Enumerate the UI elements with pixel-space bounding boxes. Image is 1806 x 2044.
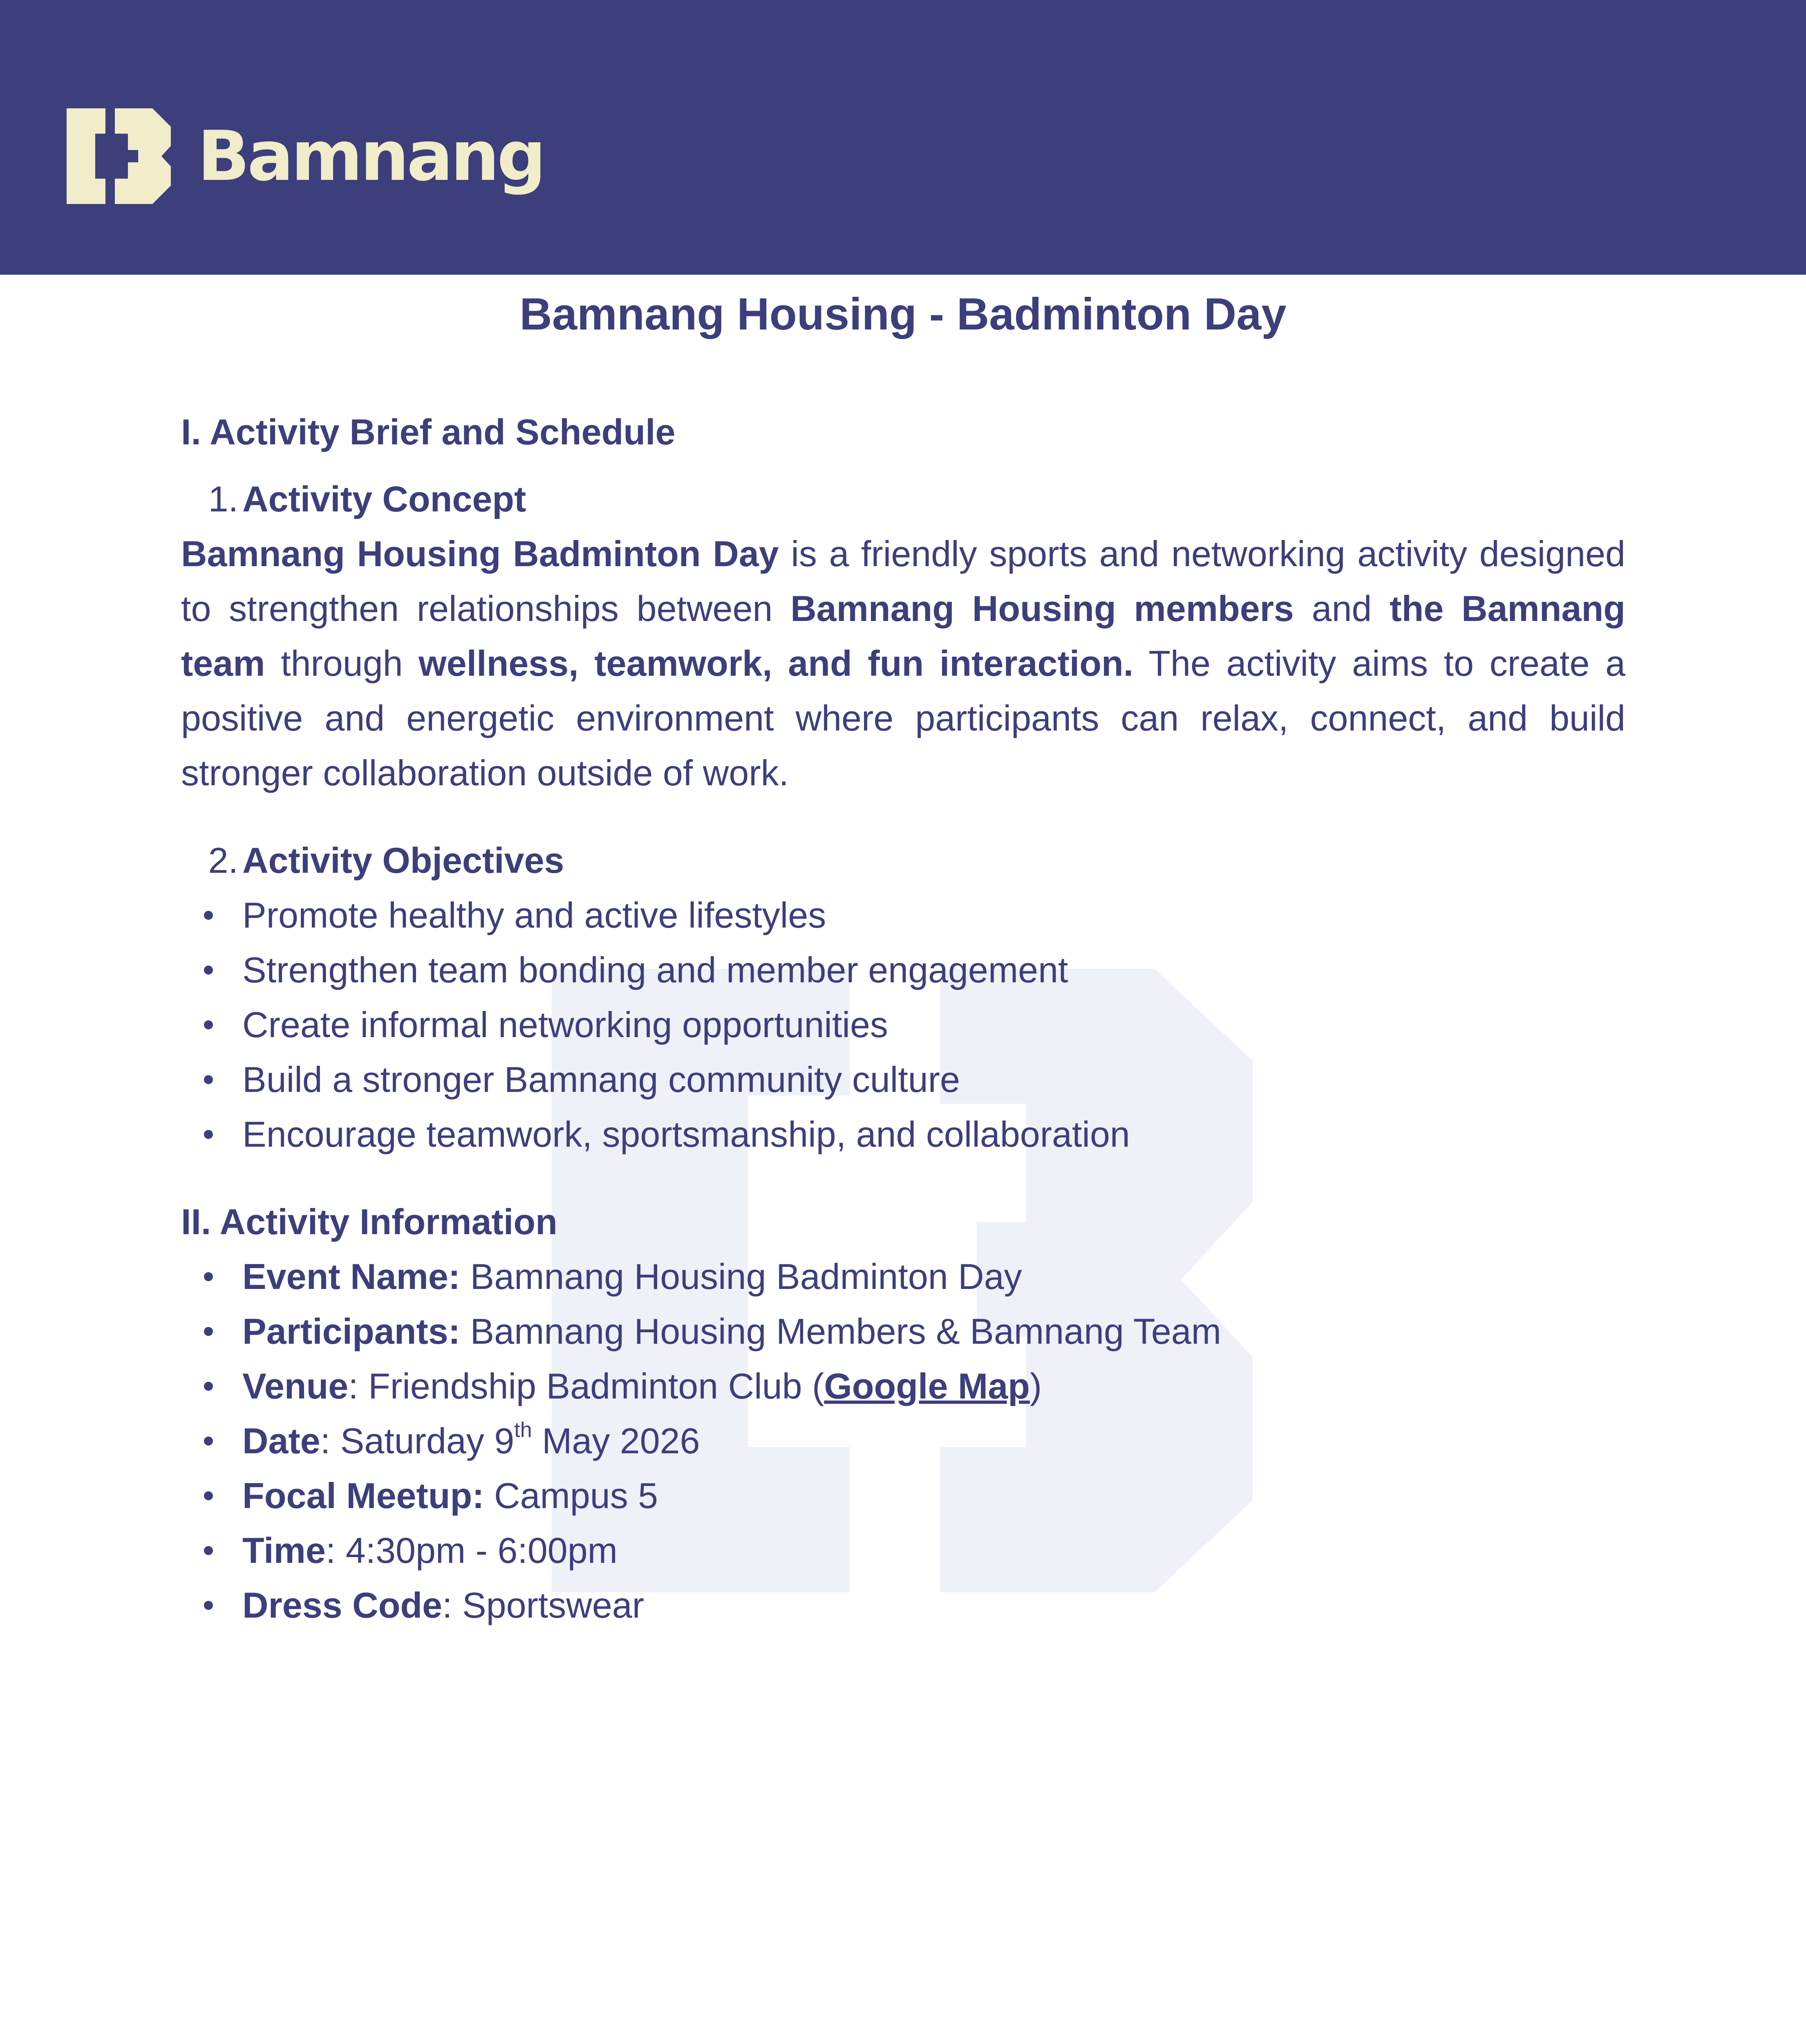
info-label: Event Name: [242, 1256, 461, 1297]
objectives-list [181, 888, 1625, 1162]
concept-bold-4: wellness, teamwork, and fun interaction. [418, 643, 1134, 684]
list-item: Promote healthy and active lifestyles [181, 888, 1625, 943]
info-time [181, 1523, 1625, 1578]
concept-bold-3: the Bamnang team [181, 588, 1625, 684]
info-value: Bamnang Housing Members & Bamnang Team [460, 1311, 1222, 1351]
concept-bold-1: Bamnang Housing Badminton Day [181, 533, 779, 574]
list-item: Create informal networking opportunities [181, 997, 1625, 1052]
info-label: Time [242, 1530, 326, 1571]
list-item: Strengthen team bonding and member engagement [181, 943, 1625, 997]
info-label: Venue [242, 1366, 349, 1406]
section-heading-activity-brief: I. Activity Brief and Schedule [181, 412, 676, 452]
concept-text-4: The activity aims to create a positive and energetic environment where participants can relax, connect, and build stronger collaboration outside of work. [181, 643, 1626, 793]
info-participants [181, 1304, 1625, 1359]
info-value: Bamnang Housing Badminton Day [460, 1256, 1022, 1297]
subheading-number: 2. [208, 840, 238, 881]
info-label: Date [242, 1421, 320, 1461]
info-value: Campus 5 [484, 1475, 658, 1516]
info-event-name [181, 1249, 1625, 1304]
info-value: : Saturday 9 [320, 1421, 515, 1461]
info-value-close: ) [1029, 1366, 1042, 1406]
date-ordinal-suffix: th [514, 1418, 532, 1442]
info-venue [181, 1359, 1625, 1414]
list-item: Build a stronger Bamnang community culture [181, 1052, 1625, 1107]
info-value: : 4:30pm - 6:00pm [325, 1530, 618, 1571]
info-dress-code [181, 1578, 1625, 1633]
document-title: Bamnang Housing - Badminton Day [519, 289, 1287, 339]
google-map-link[interactable]: Google Map [824, 1366, 1030, 1406]
subheading-activity-concept [181, 472, 1625, 527]
info-label: Focal Meetup: [242, 1475, 484, 1516]
activity-info-list [181, 1249, 1625, 1633]
section-heading-activity-information: II. Activity Information [181, 1201, 557, 1242]
concept-paragraph [181, 527, 1625, 800]
info-value: : Sportswear [442, 1585, 645, 1625]
bamnang-bracket-b-icon [67, 108, 173, 204]
concept-text-3: through [265, 643, 419, 684]
info-label: Dress Code [242, 1585, 443, 1625]
bamnang-logo[interactable] [67, 108, 544, 204]
concept-text-1: is a friendly sports and networking activity designed to strengthen relationships between [181, 533, 1625, 629]
info-label: Participants: [242, 1311, 461, 1351]
subheading-number: 1. [208, 479, 238, 519]
subheading-activity-objectives [181, 833, 1625, 888]
concept-text-2: and [1294, 588, 1390, 629]
header-banner [0, 0, 1806, 275]
subheading-label: Activity Objectives [242, 840, 564, 881]
info-value-post: May 2026 [532, 1421, 700, 1461]
info-focal-meetup [181, 1468, 1625, 1523]
document-body [181, 405, 1625, 1633]
subheading-label: Activity Concept [242, 479, 526, 519]
list-item: Encourage teamwork, sportsmanship, and collaboration [181, 1107, 1625, 1162]
info-value: : Friendship Badminton Club ( [348, 1366, 824, 1406]
info-date [181, 1414, 1625, 1468]
concept-bold-2: Bamnang Housing members [790, 588, 1294, 629]
logo-wordmark: Bamnang [197, 116, 544, 196]
